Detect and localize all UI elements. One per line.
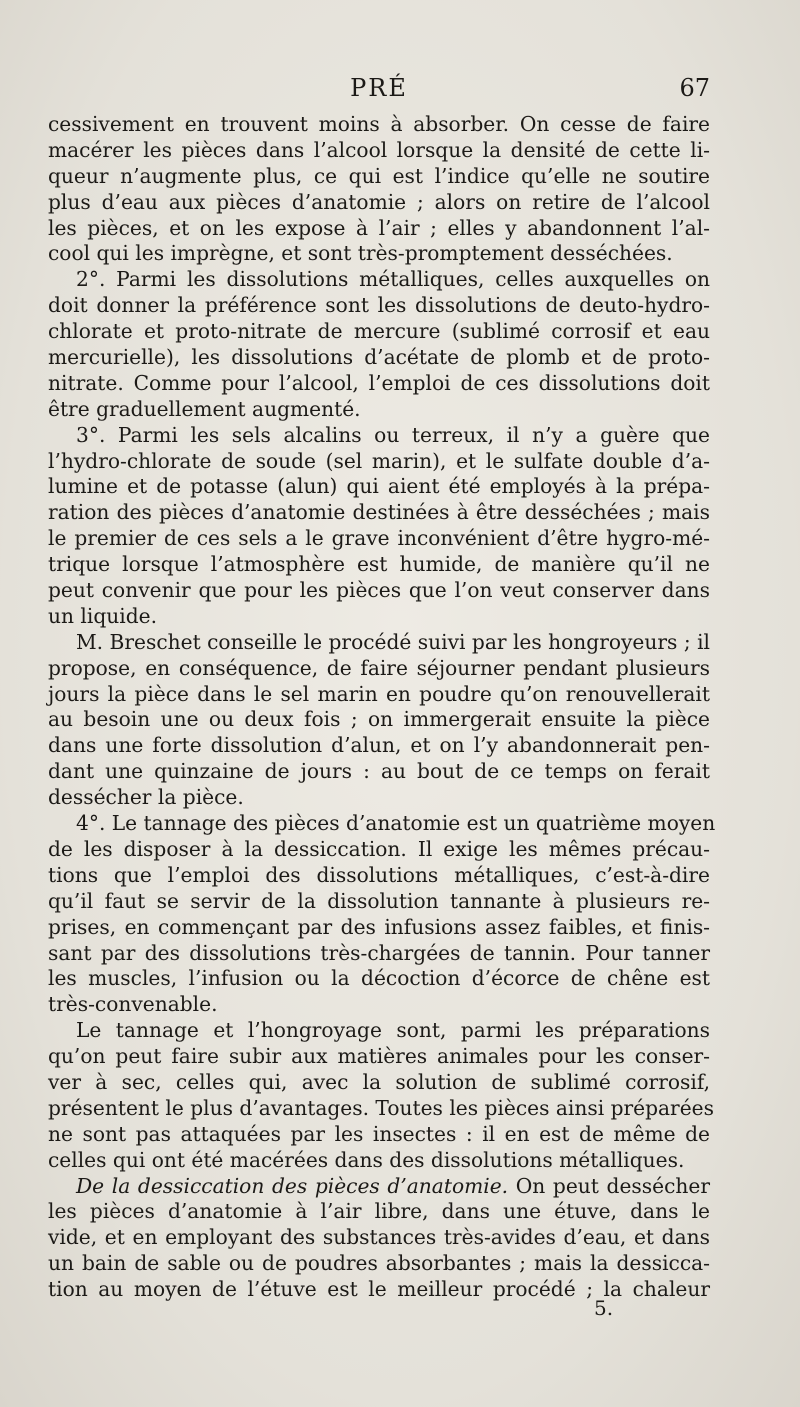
body-text (48, 112, 716, 1303)
text-line: ver à sec, celles qui, avec la solution de sublimé corrosif, (48, 1069, 710, 1094)
text-line: mercurielle), les dissolutions d’acétate de plomb et de proto- (48, 345, 710, 370)
text-line: un bain de sable ou de poudres absorbantes ; mais la dessicca- (48, 1251, 710, 1276)
text-line: 2°. Parmi les dissolutions métalliques, celles auxquelles on (76, 267, 710, 292)
text-line: macérer les pièces dans l’alcool lorsque la densité de cette li- (48, 137, 710, 162)
text-line: chlorate et proto-nitrate de mercure (sublimé corrosif et eau (48, 319, 710, 344)
section-heading-line (48, 1174, 710, 1200)
text-line: 4°. Le tannage des pièces d’anatomie est un quatrième moyen (76, 811, 716, 836)
text-line: trique lorsque l’atmosphère est humide, de manière qu’il ne (48, 552, 710, 577)
text-line: l’hydro-chlorate de soude (sel marin), et le sulfate double d’a- (48, 448, 710, 473)
signature-mark: 5. (594, 1296, 614, 1320)
page-header (48, 72, 710, 106)
text-line: plus d’eau aux pièces d’anatomie ; alors on retire de l’alcool (48, 189, 710, 214)
text-line: très-convenable. (48, 992, 218, 1017)
text-line: dant une quinzaine de jours : au bout de ce temps on ferait (48, 759, 710, 784)
text-line: de les disposer à la dessiccation. Il exige les mêmes précau- (48, 836, 710, 861)
text-line: nitrate. Comme pour l’alcool, l’emploi de ces dissolutions doit (48, 370, 710, 395)
text-line: Le tannage et l’hongroyage sont, parmi les préparations (76, 1018, 710, 1043)
page-number: 67 (679, 74, 710, 102)
text-line: cool qui les imprègne, et sont très-promptement desséchées. (48, 241, 673, 266)
text-line: cessivement en trouvent moins à absorber. On cesse de faire (48, 112, 710, 136)
text-line: tion au moyen de l’étuve est le meilleur procédé ; la chaleur (48, 1277, 710, 1302)
text-line: propose, en conséquence, de faire séjourner pendant plusieurs (48, 655, 710, 680)
text-line: un liquide. (48, 603, 158, 628)
text-line: dessécher la pièce. (48, 785, 244, 810)
text-line: vide, et en employant des substances très-avides d’eau, et dans (48, 1225, 710, 1250)
text-line: les muscles, l’infusion ou la décoction d’écorce de chêne est (48, 966, 710, 991)
text-line: ne sont pas attaquées par les insectes : il en est de même de (48, 1121, 710, 1146)
text-line: celles qui ont été macérées dans des dissolutions métalliques. (48, 1147, 685, 1172)
text-line: tions que l’emploi des dissolutions métalliques, c’est-à-dire (48, 862, 710, 887)
text-line: présentent le plus d’avantages. Toutes les pièces ainsi préparées (48, 1095, 714, 1120)
text-line: ration des pièces d’anatomie destinées à être desséchées ; mais (48, 500, 710, 525)
text-line: le premier de ces sels a le grave inconvénient d’être hygro-mé- (48, 526, 710, 551)
text-line: queur n’augmente plus, ce qui est l’indice qu’elle ne soutire (48, 163, 710, 188)
text-line: jours la pièce dans le sel marin en poudre qu’on renouvellerait (48, 681, 710, 706)
text-line: les pièces d’anatomie à l’air libre, dans une étuve, dans le (48, 1199, 710, 1224)
text-line: doit donner la préférence sont les dissolutions de deuto-hydro- (48, 293, 710, 318)
section-heading: De la dessiccation des pièces d’anatomie. (76, 1173, 509, 1198)
text-fragment: On peut dessécher (515, 1173, 710, 1198)
text-line: qu’on peut faire subir aux matières animales pour les conser- (48, 1044, 710, 1069)
text-line: au besoin une ou deux fois ; on immergerait ensuite la pièce (48, 707, 710, 732)
text-line: les pièces, et on les expose à l’air ; elles y abandonnent l’al- (48, 215, 710, 240)
text-line: sant par des dissolutions très-chargées de tannin. Pour tanner (48, 940, 710, 965)
text-line: qu’il faut se servir de la dissolution tannante à plusieurs re- (48, 888, 710, 913)
text-line: prises, en commençant par des infusions assez faibles, et finis- (48, 914, 710, 939)
text-line: lumine et de potasse (alun) qui aient été employés à la prépa- (48, 474, 710, 499)
text-line: M. Breschet conseille le procédé suivi par les hongroyeurs ; il (76, 629, 710, 654)
running-head: PRÉ (350, 74, 408, 102)
text-line: peut convenir que pour les pièces que l’on veut conserver dans (48, 578, 710, 603)
text-line: dans une forte dissolution d’alun, et on l’y abandonnerait pen- (48, 733, 710, 758)
text-line: 3°. Parmi les sels alcalins ou terreux, il n’y a guère que (76, 422, 710, 447)
text-line: être graduellement augmenté. (48, 396, 361, 421)
